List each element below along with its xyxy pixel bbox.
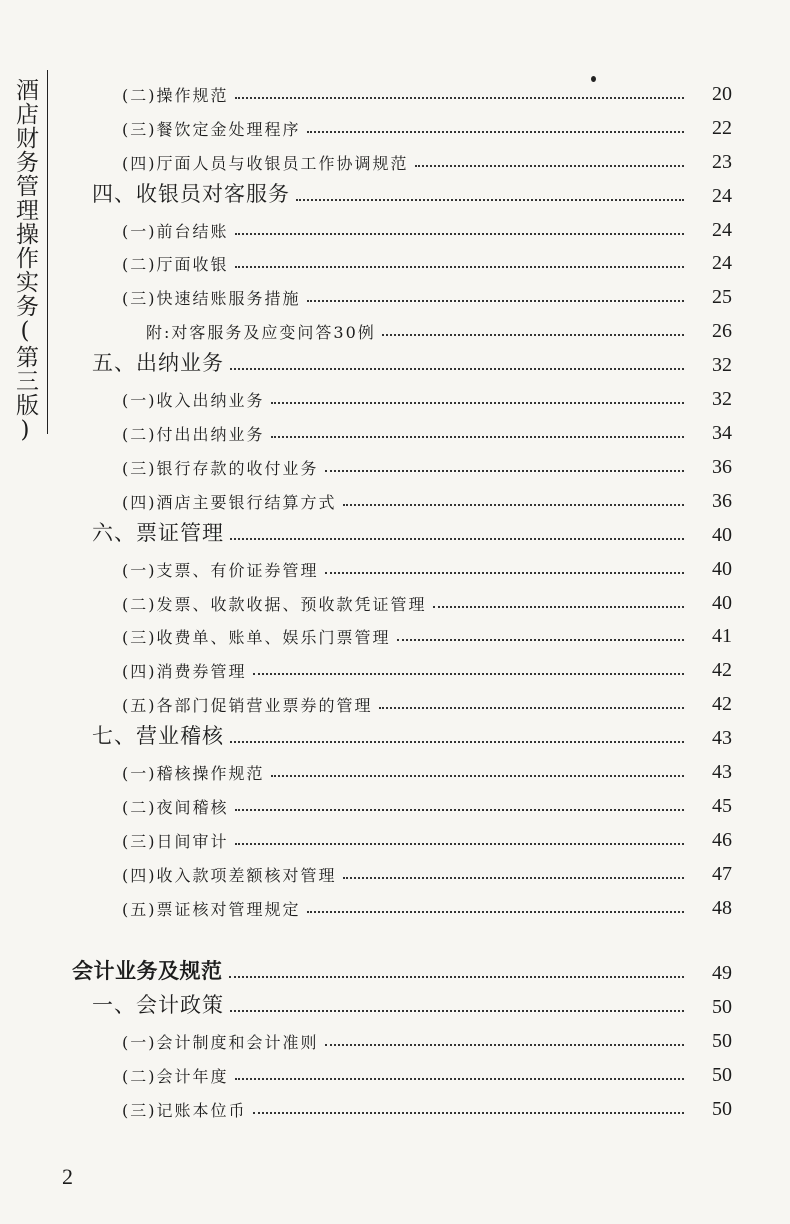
toc-entry [122, 618, 732, 648]
toc-entry-page: 49 [712, 962, 732, 984]
toc-entry-title: 六、票证管理 [92, 521, 224, 545]
dot-leader [307, 131, 685, 133]
toc-entry [122, 551, 732, 581]
toc-entry-page: 23 [712, 151, 732, 173]
toc-entry-title: (四)消费券管理 [122, 662, 247, 681]
toc-entry [122, 110, 732, 140]
toc-entry-title: (三)记账本位币 [122, 1101, 247, 1120]
toc-entry-title: 一、会计政策 [92, 993, 224, 1017]
toc-entry-page: 50 [712, 1064, 732, 1086]
toc-entry-page: 24 [712, 219, 732, 241]
toc-entry-page: 46 [712, 829, 732, 851]
toc-entry-title: (五)各部门促销营业票券的管理 [122, 696, 373, 715]
toc-entry-page: 32 [712, 354, 732, 376]
dot-leader [235, 1078, 685, 1080]
toc-entry-title: (三)日间审计 [122, 832, 229, 851]
toc-entry-title: (二)会计年度 [122, 1067, 229, 1086]
toc-entry-title: (一)收入出纳业务 [122, 391, 265, 410]
toc-entry-title: (一)稽核操作规范 [122, 764, 265, 783]
toc-entry [122, 686, 732, 716]
toc-entry-title: (三)银行存款的收付业务 [122, 459, 319, 478]
toc-entry-page: 40 [712, 558, 732, 580]
toc-entry-page: 22 [712, 117, 732, 139]
toc-entry [122, 76, 732, 106]
toc-entry-page: 45 [712, 795, 732, 817]
toc-entry [122, 381, 732, 411]
toc-entry-title: (二)发票、收款收据、预收款凭证管理 [122, 595, 427, 614]
toc-entry-page: 50 [712, 1098, 732, 1120]
toc-entry-title: 附:对客服务及应变问答30例 [146, 323, 376, 342]
dot-leader [235, 97, 685, 99]
toc-entry [92, 178, 732, 208]
toc-entry-title: (一)前台结账 [122, 222, 229, 241]
toc-entry [122, 754, 732, 784]
dot-leader [307, 911, 685, 913]
toc-entry [146, 313, 732, 343]
toc-entry [122, 890, 732, 920]
toc-entry [122, 144, 732, 174]
toc-entry [92, 989, 732, 1019]
toc-entry-title: 五、出纳业务 [92, 351, 224, 375]
toc-entry [122, 856, 732, 886]
dot-leader [379, 707, 685, 709]
dot-leader [235, 809, 685, 811]
toc-entry-page: 20 [712, 83, 732, 105]
dot-leader [415, 165, 685, 167]
toc-entry-page: 50 [712, 996, 732, 1018]
dot-leader [271, 436, 685, 438]
toc-entry-page: 25 [712, 286, 732, 308]
dot-leader [343, 877, 685, 879]
toc-entry [122, 1023, 732, 1053]
toc-entry-page: 40 [712, 592, 732, 614]
toc-entry-page: 42 [712, 693, 732, 715]
page-number: 2 [62, 1164, 73, 1189]
dot-leader [325, 572, 685, 574]
toc-entry-title: 四、收银员对客服务 [92, 182, 290, 206]
toc-entry [122, 212, 732, 242]
toc-entry [92, 720, 732, 750]
toc-entry [122, 822, 732, 852]
toc-entry [122, 788, 732, 818]
toc-entry-page: 24 [712, 185, 732, 207]
toc-entry-title: (一)支票、有价证券管理 [122, 561, 319, 580]
toc-entry-page: 36 [712, 490, 732, 512]
toc-entry-title: (四)厅面人员与收银员工作协调规范 [122, 154, 409, 173]
toc-entry-title: 会计业务及规范 [72, 959, 223, 983]
toc-entry [92, 347, 732, 377]
dot-leader [343, 504, 685, 506]
toc-entry [122, 415, 732, 445]
toc-entry-page: 43 [712, 761, 732, 783]
toc-entry-page: 47 [712, 863, 732, 885]
dot-leader [235, 233, 685, 235]
dot-leader [296, 199, 684, 201]
toc-entry-title: (二)付出出纳业务 [122, 425, 265, 444]
toc-entry-page: 26 [712, 320, 732, 342]
toc-entry-title: (二)夜间稽核 [122, 798, 229, 817]
toc-entry [122, 652, 732, 682]
toc-entry-title: (五)票证核对管理规定 [122, 900, 301, 919]
toc-entry-page: 34 [712, 422, 732, 444]
dot-leader [229, 976, 685, 978]
dot-leader [235, 843, 685, 845]
toc-entry-page: 40 [712, 524, 732, 546]
toc-entry-page: 36 [712, 456, 732, 478]
toc-entry [122, 585, 732, 615]
toc-entry-title: (二)操作规范 [122, 86, 229, 105]
margin-divider [47, 70, 48, 434]
dot-leader [235, 266, 685, 268]
toc-entry-title: 七、营业稽核 [92, 724, 224, 748]
dot-leader [230, 368, 684, 370]
toc-entry-title: (四)酒店主要银行结算方式 [122, 493, 337, 512]
toc-entry-page: 50 [712, 1030, 732, 1052]
running-title: 酒店财务管理操作实务(第三版) [12, 78, 38, 444]
dot-leader [253, 673, 685, 675]
dot-leader [325, 470, 685, 472]
dot-leader [271, 775, 685, 777]
dot-leader [325, 1044, 685, 1046]
dot-leader [230, 1010, 684, 1012]
dot-leader [307, 300, 685, 302]
toc-entry [122, 483, 732, 513]
toc-entry [92, 517, 732, 547]
toc-entry [122, 449, 732, 479]
toc-entry [122, 279, 732, 309]
toc-entry-page: 41 [712, 625, 732, 647]
toc-entry [122, 1091, 732, 1121]
toc-entry-page: 42 [712, 659, 732, 681]
toc-entry-page: 32 [712, 388, 732, 410]
toc-entry-title: (三)餐饮定金处理程序 [122, 120, 301, 139]
toc-entry-title: (二)厅面收银 [122, 255, 229, 274]
dot-leader [433, 606, 685, 608]
dot-leader [230, 741, 684, 743]
toc-entry-title: (四)收入款项差额核对管理 [122, 866, 337, 885]
toc-entry-page: 48 [712, 897, 732, 919]
dot-leader [382, 334, 684, 336]
toc-entry-page: 43 [712, 727, 732, 749]
toc-entry [122, 1057, 732, 1087]
toc-entry [122, 245, 732, 275]
toc-entry-title: (一)会计制度和会计准则 [122, 1033, 319, 1052]
dot-leader [253, 1112, 685, 1114]
toc-entry-title: (三)快速结账服务措施 [122, 289, 301, 308]
dot-leader [271, 402, 685, 404]
dot-leader [230, 538, 684, 540]
dot-leader [397, 639, 685, 641]
toc-entry-page: 24 [712, 252, 732, 274]
toc-entry-title: (三)收费单、账单、娱乐门票管理 [122, 628, 391, 647]
toc-entry [72, 955, 732, 985]
